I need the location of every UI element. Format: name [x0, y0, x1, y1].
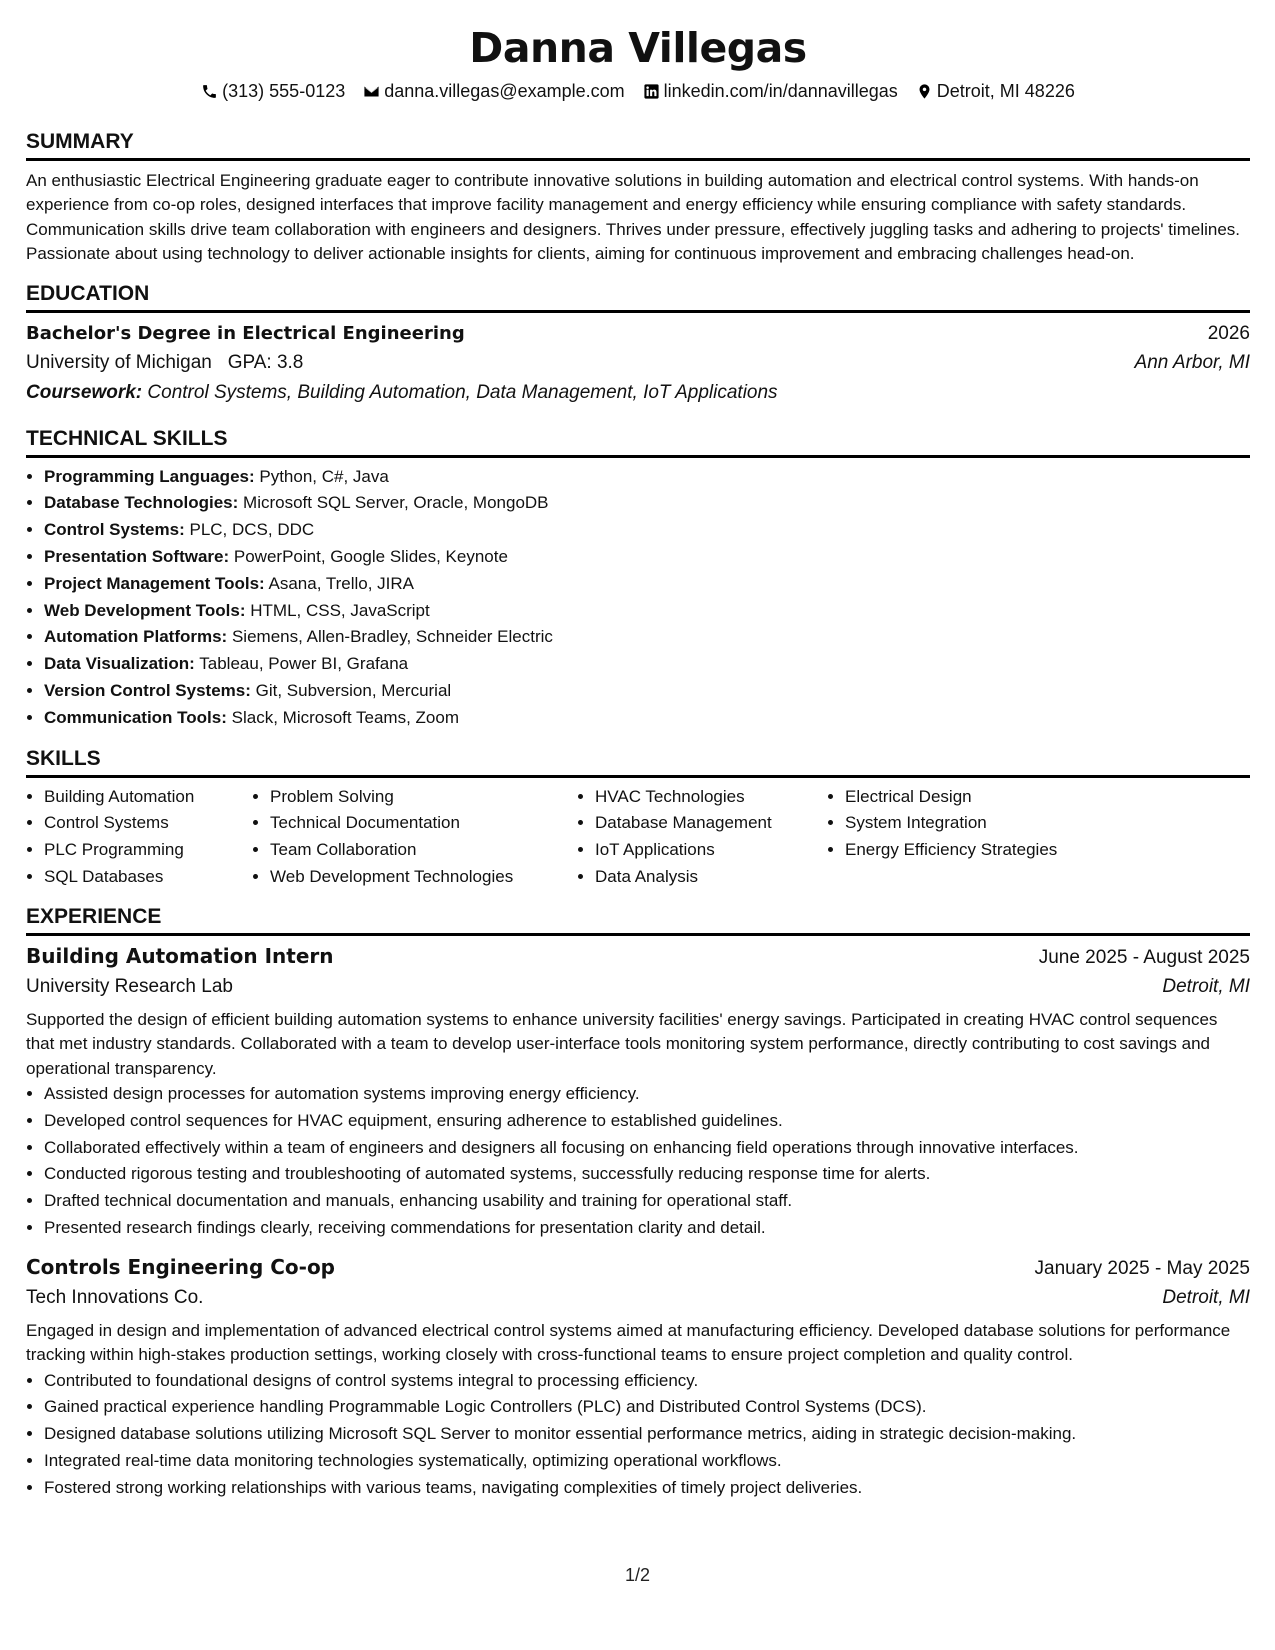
skill-value: Slack, Microsoft Teams, Zoom [231, 707, 459, 727]
skills-column-3 [577, 784, 815, 891]
school-location: Ann Arbor, MI [1134, 351, 1250, 373]
skill-value: Microsoft SQL Server, Oracle, MongoDB [243, 493, 549, 513]
list-item: • Data Analysis [595, 864, 815, 891]
coursework-label: Coursework: [26, 381, 143, 403]
education-row-1 [26, 320, 1250, 348]
list-item: • Team Collaboration [270, 837, 564, 864]
job-header-row [26, 941, 1250, 972]
skill-label: Automation Platforms: [44, 627, 228, 647]
skills-section [26, 746, 1250, 891]
skill-value: Tableau, Power BI, Grafana [199, 654, 409, 674]
education-section [26, 281, 1250, 408]
technical-skills-list [26, 464, 1250, 732]
resume-page [26, 22, 1250, 1502]
technical-skills-section [26, 426, 1250, 732]
coursework-line [26, 378, 1250, 408]
envelope-icon [363, 83, 380, 100]
list-item: • Drafted technical documentation and manuals, enhancing usability and training for operational staff. [44, 1188, 1250, 1215]
job-bullets [26, 1081, 1250, 1242]
job-location: Detroit, MI [1162, 975, 1250, 997]
skill-value: Git, Subversion, Mercurial [255, 681, 452, 700]
list-item [44, 651, 1250, 678]
list-item [44, 517, 1250, 544]
list-item [44, 544, 1250, 571]
list-item [44, 490, 1250, 517]
job-company-row [26, 1283, 1250, 1313]
list-item: • Building Automation [44, 784, 240, 811]
job-company: University Research Lab [26, 975, 233, 997]
list-item [44, 571, 1250, 598]
list-item: • Electrical Design [845, 784, 1145, 811]
school-line [26, 348, 303, 378]
section-title-skills: SKILLS [26, 746, 1250, 778]
experience-section [26, 904, 1250, 1502]
section-title-education: EDUCATION [26, 281, 1250, 313]
list-item: • Technical Documentation [270, 810, 564, 837]
skills-column-2 [252, 784, 564, 891]
contact-phone [201, 78, 345, 104]
list-item: • SQL Databases [44, 864, 240, 891]
job-location: Detroit, MI [1162, 1286, 1250, 1308]
job-description: Engaged in design and implementation of advanced electrical control systems aimed at manufacturing efficiency. Developed database solutions for performance tracking within high-stakes production settings, working closely with cross-functional teams to ensure project completion and quality control. [26, 1320, 1231, 1365]
skill-label: Version Control Systems: [44, 681, 251, 700]
job-title: Controls Engineering Co-op [26, 1254, 335, 1279]
skills-column-1 [26, 784, 240, 891]
job-dates: June 2025 - August 2025 [1038, 946, 1250, 968]
section-title-summary: SUMMARY [26, 129, 1250, 161]
skill-label: Programming Languages: [44, 466, 255, 486]
list-item [44, 705, 1250, 732]
list-item [44, 464, 1250, 491]
skill-label: Project Management Tools: [44, 573, 265, 593]
list-item [44, 598, 1250, 625]
gpa: GPA: 3.8 [227, 351, 304, 373]
degree: Bachelor's Degree in Electrical Engineering [26, 322, 465, 344]
skill-value: PowerPoint, Google Slides, Keynote [233, 547, 508, 567]
linkedin-text[interactable]: linkedin.com/in/dannavillegas [663, 81, 898, 101]
skills-grid [26, 784, 1250, 891]
phone-icon [201, 83, 218, 100]
skill-value: PLC, DCS, DDC [189, 520, 315, 540]
list-item: • Assisted design processes for automation systems improving energy efficiency. [44, 1081, 1250, 1108]
list-item: • Problem Solving [270, 784, 564, 811]
skill-value: HTML, CSS, JavaScript [250, 600, 430, 620]
list-item: • IoT Applications [595, 837, 815, 864]
phone-text: (313) 555-0123 [222, 81, 346, 101]
list-item: • Contributed to foundational designs of control systems integral to processing efficiency. [44, 1368, 1250, 1395]
job-company: Tech Innovations Co. [26, 1286, 204, 1308]
skill-label: Database Technologies: [44, 493, 239, 513]
contact-email[interactable] [363, 78, 624, 104]
job-description: Supported the design of efficient building automation systems to enhance university facilities' energy savings. Participated in creating HVAC control sequences that met industry standards. Collaborated with a team to develop user-interface tools monitoring system performance, directly contributing to cost savings and operational transparency. [26, 1009, 1218, 1078]
section-title-experience: EXPERIENCE [26, 904, 1250, 936]
skill-label: Control Systems: [44, 520, 185, 540]
school-name: University of Michigan [26, 351, 212, 373]
list-item: • PLC Programming [44, 837, 240, 864]
list-item: • Web Development Technologies [270, 864, 564, 891]
list-item: • Developed control sequences for HVAC equipment, ensuring adherence to established guidelines. [44, 1108, 1250, 1135]
list-item: • HVAC Technologies [595, 784, 815, 811]
map-pin-icon [916, 83, 933, 100]
list-item: • Conducted rigorous testing and troubleshooting of automated systems, successfully reducing response time for alerts. [44, 1161, 1250, 1188]
contact-linkedin[interactable] [643, 78, 898, 104]
skill-label: Communication Tools: [44, 707, 227, 727]
list-item: • Database Management [595, 810, 815, 837]
list-item: • Presented research findings clearly, receiving commendations for presentation clarity and detail. [44, 1215, 1250, 1242]
location-text: Detroit, MI 48226 [936, 81, 1075, 101]
skills-column-4 [827, 784, 1145, 891]
contact-bar [26, 78, 1250, 104]
list-item: • Energy Efficiency Strategies [845, 837, 1145, 864]
list-item: • Collaborated effectively within a team of engineers and designers all focusing on enhancing field operations through innovative interfaces. [44, 1135, 1250, 1162]
skill-label: Presentation Software: [44, 547, 230, 567]
coursework-list: Control Systems, Building Automation, Data Management, IoT Applications [147, 381, 778, 403]
list-item: • System Integration [845, 810, 1145, 837]
graduation-year: 2026 [1207, 322, 1250, 344]
skill-label: Web Development Tools: [44, 600, 246, 620]
candidate-name: Danna Villegas [469, 24, 807, 72]
summary-section [26, 129, 1250, 267]
job-dates: January 2025 - May 2025 [1034, 1257, 1250, 1279]
summary-text: An enthusiastic Electrical Engineering graduate eager to contribute innovative solutions in building automation and electrical control systems. With hands-on experience from co-op roles, designed interfaces that improve facility management and energy efficiency while ensuring compliance with safety standards. Communication skills drive team collaboration with engineers and designers. Thrives under pressure, effectively juggling tasks and adhering to projects' timelines. Passionate about using technology to deliver actionable insights for clients, aiming for continuous improvement and embracing challenges head-on. [26, 171, 1241, 264]
list-item: • Control Systems [44, 810, 240, 837]
job-title: Building Automation Intern [26, 943, 334, 968]
education-row-2 [26, 348, 1250, 378]
skill-value: Asana, Trello, JIRA [268, 573, 415, 593]
list-item: • Integrated real-time data monitoring technologies systematically, optimizing operational workflows. [44, 1448, 1250, 1475]
linkedin-icon [643, 83, 660, 100]
list-item: • Designed database solutions utilizing Microsoft SQL Server to monitor essential performance metrics, aiding in strategic decision-making. [44, 1421, 1250, 1448]
skill-value: Python, C#, Java [259, 466, 389, 486]
job-bullets [26, 1368, 1250, 1502]
job-company-row [26, 972, 1250, 1002]
list-item [44, 624, 1250, 651]
email-text[interactable]: danna.villegas@example.com [384, 81, 625, 101]
list-item [44, 678, 1250, 705]
job-entry [26, 941, 1250, 1242]
job-header-row [26, 1252, 1250, 1283]
list-item: • Fostered strong working relationships with various teams, navigating complexities of timely project deliveries. [44, 1475, 1250, 1502]
skill-label: Data Visualization: [44, 654, 195, 674]
list-item: • Gained practical experience handling Programmable Logic Controllers (PLC) and Distributed Control Systems (DCS). [44, 1394, 1250, 1421]
job-entry [26, 1252, 1250, 1502]
section-title-technical-skills: TECHNICAL SKILLS [26, 426, 1250, 458]
skill-value: Siemens, Allen-Bradley, Schneider Electric [231, 627, 553, 647]
page-number: 1/2 [624, 1565, 651, 1585]
contact-location [916, 78, 1075, 104]
